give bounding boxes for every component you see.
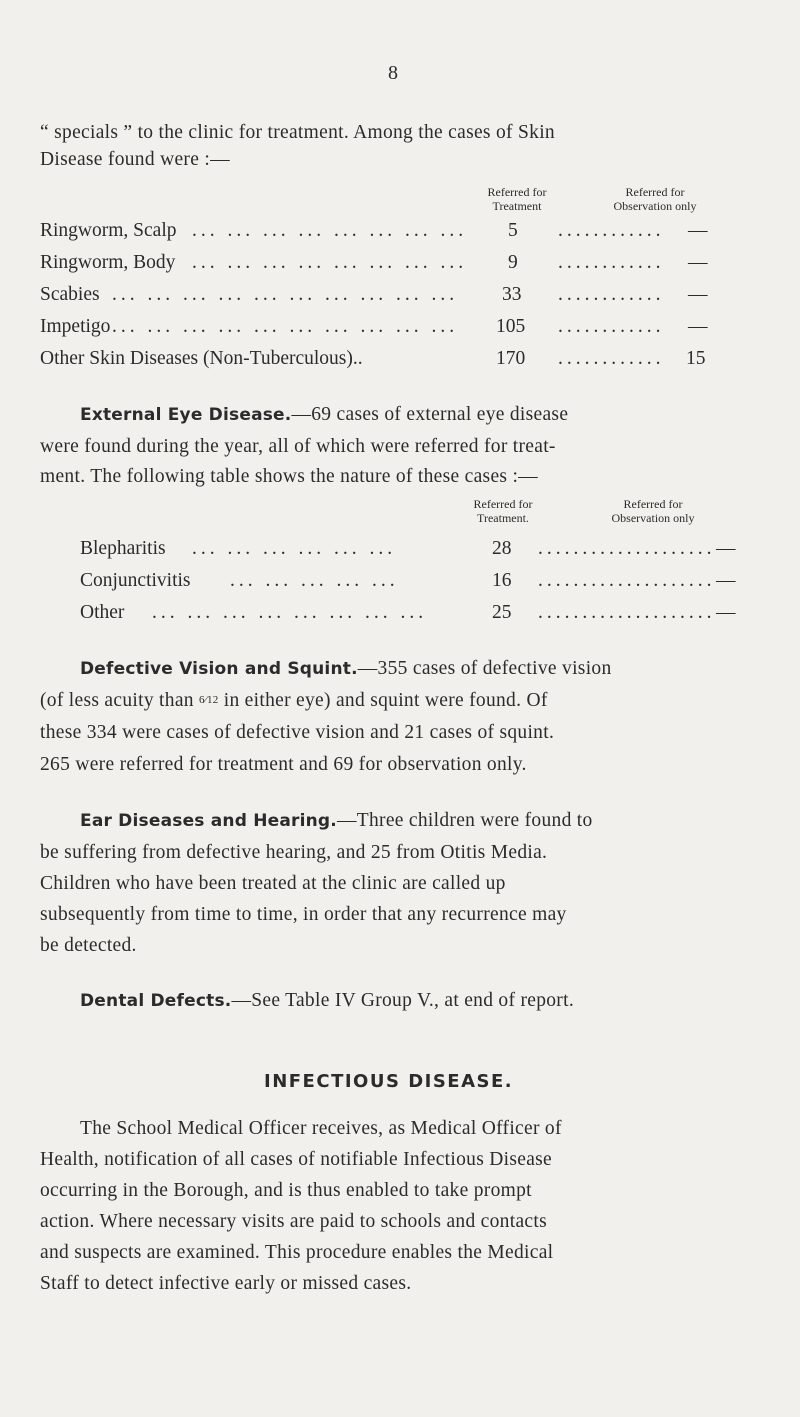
- infectious-paragraph-line-6: Staff to detect infective early or missed cases.: [40, 1273, 412, 1294]
- row-label: Blepharitis: [80, 538, 166, 559]
- row-treatment: 33: [502, 284, 522, 305]
- page-number: 8: [388, 62, 398, 84]
- infectious-paragraph-line-3: occurring in the Borough, and is thus enabled to take prompt: [40, 1180, 532, 1201]
- infectious-disease-heading: INFECTIOUS DISEASE.: [264, 1071, 514, 1092]
- vision-heading: Defective Vision and Squint.: [80, 659, 358, 679]
- dental-paragraph: Dental Defects.—See Table IV Group V., at end of report.: [80, 990, 574, 1011]
- infectious-paragraph-line-1: The School Medical Officer receives, as Medical Officer of: [80, 1118, 562, 1139]
- row-observation: —: [716, 602, 736, 623]
- vision-paragraph-line-4: 265 were referred for treatment and 69 for observation only.: [40, 754, 527, 775]
- row-leader: ............: [558, 252, 665, 273]
- row-treatment: 28: [492, 538, 512, 559]
- row-treatment: 170: [496, 348, 526, 369]
- row-label: Impetigo: [40, 316, 111, 337]
- row-leader: ... ... ... ... ... ... ... ...: [152, 602, 428, 623]
- row-leader: ....................: [538, 570, 716, 591]
- table-row: [0, 348, 800, 374]
- eye-heading: External Eye Disease.: [80, 405, 292, 425]
- ear-heading: Ear Diseases and Hearing.: [80, 811, 337, 831]
- row-leader: ... ... ... ... ... ... ... ...: [192, 252, 468, 273]
- row-label: Other Skin Diseases (Non-Tuberculous)..: [40, 348, 363, 369]
- row-leader: ... ... ... ... ... ... ... ... ... ...: [112, 316, 459, 337]
- ear-paragraph-line-3: Children who have been treated at the clinic are called up: [40, 873, 506, 894]
- ear-paragraph-line-2: be suffering from defective hearing, and 25 from Otitis Media.: [40, 842, 548, 863]
- table-row: [0, 316, 800, 342]
- table-row: [0, 538, 800, 564]
- row-treatment: 16: [492, 570, 512, 591]
- ear-paragraph-line-1: Ear Diseases and Hearing.—Three children were found to: [80, 810, 593, 831]
- row-treatment: 25: [492, 602, 512, 623]
- row-label: Ringworm, Body: [40, 252, 176, 273]
- intro-line-2: Disease found were :—: [40, 149, 230, 170]
- table-row: [0, 284, 800, 310]
- table-row: [0, 220, 800, 246]
- eye-col2-header: Referred for Observation only: [611, 497, 695, 525]
- table-row: [0, 602, 800, 628]
- row-leader: ....................: [538, 538, 716, 559]
- ear-paragraph-line-4: subsequently from time to time, in order that any recurrence may: [40, 904, 567, 925]
- row-leader: ............: [558, 348, 665, 369]
- dental-heading: Dental Defects.: [80, 991, 232, 1011]
- row-leader: ............: [558, 316, 665, 337]
- row-label: Ringworm, Scalp: [40, 220, 177, 241]
- row-observation: —: [688, 316, 708, 337]
- eye-paragraph-line-3: ment. The following table shows the nature of these cases :—: [40, 466, 538, 487]
- row-leader: ............: [558, 284, 665, 305]
- row-treatment: 5: [508, 220, 518, 241]
- infectious-paragraph-line-4: action. Where necessary visits are paid to schools and contacts: [40, 1211, 547, 1232]
- row-leader: ............: [558, 220, 665, 241]
- intro-line-1: “ specials ” to the clinic for treatment. Among the cases of Skin: [40, 122, 555, 143]
- infectious-paragraph-line-5: and suspects are examined. This procedure enables the Medical: [40, 1242, 554, 1263]
- row-leader: ....................: [538, 602, 716, 623]
- table-row: [0, 252, 800, 278]
- eye-paragraph-line-2: were found during the year, all of which were referred for treat-: [40, 436, 556, 457]
- row-leader: ... ... ... ... ... ...: [192, 538, 397, 559]
- ear-paragraph-line-5: be detected.: [40, 935, 137, 956]
- eye-paragraph-line-1: External Eye Disease.—69 cases of external eye disease: [80, 404, 569, 425]
- row-observation: —: [688, 220, 708, 241]
- row-observation: 15: [686, 348, 706, 369]
- row-observation: —: [716, 538, 736, 559]
- row-observation: —: [688, 252, 708, 273]
- row-observation: —: [716, 570, 736, 591]
- skin-col1-header: Referred for Treatment: [487, 185, 547, 213]
- row-leader: ... ... ... ... ... ... ... ...: [192, 220, 468, 241]
- eye-col1-header: Referred for Treatment.: [473, 497, 533, 525]
- row-label: Conjunctivitis: [80, 570, 191, 591]
- row-treatment: 9: [508, 252, 518, 273]
- vision-paragraph-line-1: Defective Vision and Squint.—355 cases of defective vision: [80, 658, 612, 679]
- row-label: Scabies: [40, 284, 100, 305]
- vision-paragraph-line-2: (of less acuity than 6⁄12 in either eye) and squint were found. Of: [40, 690, 548, 711]
- row-treatment: 105: [496, 316, 526, 337]
- row-leader: ... ... ... ... ...: [230, 570, 399, 591]
- row-observation: —: [688, 284, 708, 305]
- infectious-paragraph-line-2: Health, notification of all cases of notifiable Infectious Disease: [40, 1149, 553, 1170]
- acuity-fraction: 6⁄12: [199, 694, 219, 706]
- row-leader: ... ... ... ... ... ... ... ... ... ...: [112, 284, 459, 305]
- table-row: [0, 570, 800, 596]
- skin-col2-header: Referred for Observation only: [613, 185, 697, 213]
- vision-paragraph-line-3: these 334 were cases of defective vision and 21 cases of squint.: [40, 722, 555, 743]
- row-label: Other: [80, 602, 125, 623]
